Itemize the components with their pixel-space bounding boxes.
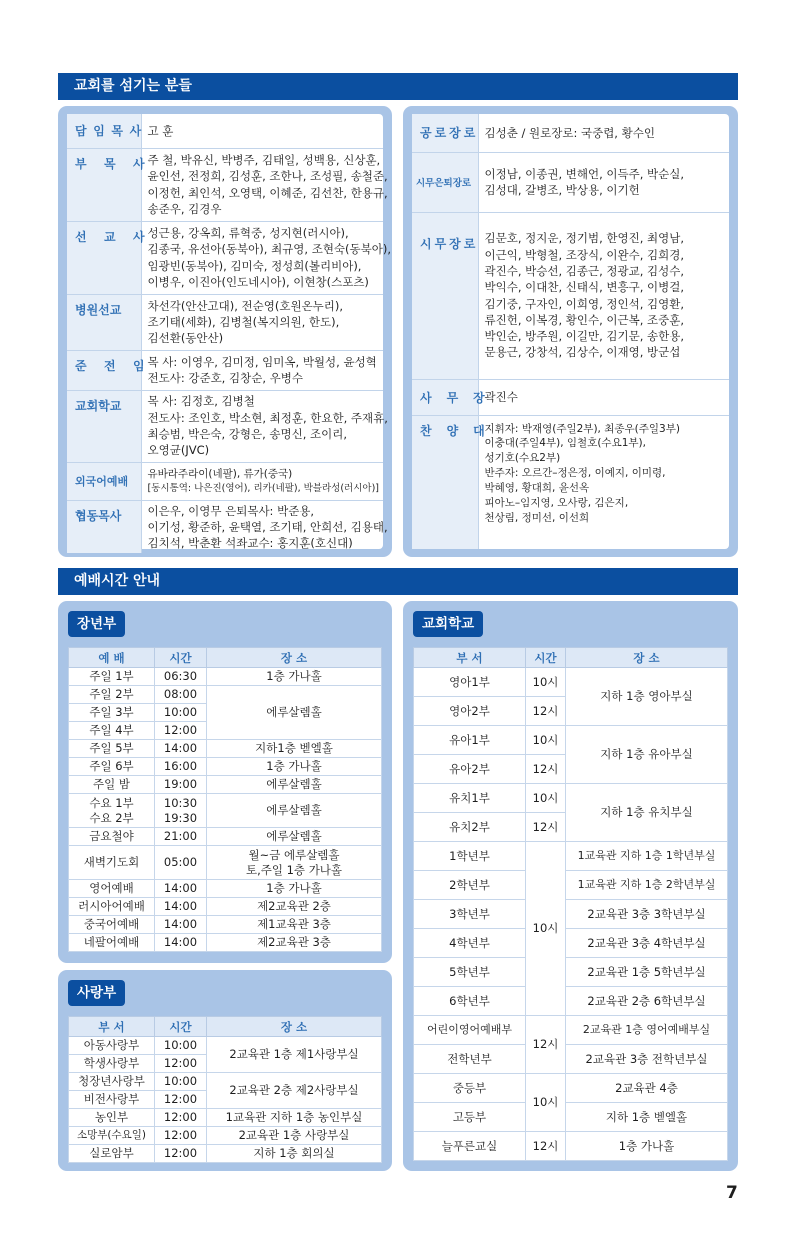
staff-line: 오영균(JVC): [147, 443, 210, 458]
staff-row-associate-staff: [67, 350, 383, 390]
time-cell: 10:00: [155, 1073, 207, 1091]
place-cell: 지하1층 벧엘홀: [207, 740, 382, 758]
time-cell: 12:00: [155, 1055, 207, 1073]
place-cell: 지하 1층 벧엘홀: [566, 1103, 728, 1132]
staff-line: 성근용, 강옥희, 류혁중, 성지현(러시아),: [147, 225, 349, 240]
adult-title: 장년부: [68, 611, 125, 637]
staff-line: 이병우, 이진아(인도네시아), 이현창(스포츠): [147, 274, 369, 289]
worship-cell: 주일 3부: [69, 704, 155, 722]
place-cell: 2교육관 4층: [566, 1074, 728, 1103]
table-row: [414, 1045, 728, 1074]
staff-right-table: [412, 114, 729, 549]
staff-line: 이충대(주일4부), 임철호(수요1부),: [484, 437, 646, 450]
staff-line: 조기태(세화), 김병철(복지의원, 한도),: [147, 314, 340, 329]
staff-line: 이정헌, 최인석, 오영택, 이혜준, 김선찬, 한용규,: [147, 185, 388, 200]
staff-row-active-elders: [412, 212, 729, 379]
table-row: [69, 1127, 382, 1145]
time-cell: 12시: [526, 1016, 566, 1074]
table-header: [414, 648, 728, 668]
time-cell: 10시: [526, 726, 566, 755]
staff-label: 시무은퇴장로: [412, 152, 478, 212]
staff-value: [141, 221, 391, 294]
staff-line: 김문호, 정지운, 정기범, 한영진, 최영남,: [484, 231, 685, 246]
place-cell: 에루살렘홀: [207, 686, 382, 740]
column-header: 예 배: [69, 648, 155, 668]
time-cell: 16:00: [155, 758, 207, 776]
worship-cell: 중국어예배: [69, 916, 155, 934]
time-cell: 19:00: [155, 776, 207, 794]
staff-line: 이은우, 이영무 은퇴목사: 박준용,: [147, 503, 315, 518]
table-row: [414, 987, 728, 1016]
worship-cell: 주일 2부: [69, 686, 155, 704]
time-cell: 10:30 19:30: [155, 794, 207, 828]
staff-line: 피아노–임지영, 오사랑, 김은지,: [484, 497, 629, 510]
staff-label: 외국어예배: [67, 462, 141, 500]
staff-line: 주 철, 박유신, 박병주, 김태일, 성백용, 신상훈,: [147, 152, 381, 167]
place-cell: 2교육관 2층 6학년부실: [566, 987, 728, 1016]
dept-cell: 중등부: [414, 1074, 526, 1103]
worship-cell: 주일 4부: [69, 722, 155, 740]
dept-cell: 늘푸른교실: [414, 1132, 526, 1161]
dept-cell: 유치2부: [414, 813, 526, 842]
staff-line: 류진헌, 이복경, 황인수, 이근복, 조중훈,: [484, 312, 685, 327]
table-row: [414, 871, 728, 900]
table-row: [69, 1109, 382, 1127]
staff-line: 전도사: 조인호, 박소현, 최정훈, 한요한, 주재휴,: [147, 410, 388, 425]
place-cell: 1교육관 지하 1층 농인부실: [207, 1109, 382, 1127]
staff-line: 박익수, 이대찬, 신태식, 변흥구, 이병걸,: [484, 280, 685, 295]
staff-line: 지휘자: 박재영(주일2부), 최종우(주일3부): [484, 422, 680, 435]
staff-line: 최승범, 박은숙, 강형은, 송명신, 조이리,: [147, 427, 348, 441]
place-cell: 2교육관 2층 제2사랑부실: [207, 1073, 382, 1109]
table-row: [69, 758, 382, 776]
staff-value: [141, 500, 388, 553]
staff-label: 시무장로: [412, 212, 478, 379]
adult-schedule-table: [68, 647, 382, 952]
time-cell: 10시: [526, 1074, 566, 1132]
place-cell: 제1교육관 3층: [207, 916, 382, 934]
staff-left-table: [67, 114, 391, 553]
table-header: [69, 648, 382, 668]
staff-left-panel: [58, 106, 392, 557]
table-row: [69, 934, 382, 952]
table-row: [414, 929, 728, 958]
staff-line: 김기중, 구자인, 이희영, 정인석, 김영환,: [484, 296, 685, 311]
table-row: [69, 1145, 382, 1163]
table-row: [69, 776, 382, 794]
staff-line: 곽진수: [484, 389, 518, 404]
table-row: [414, 1074, 728, 1103]
column-header: 시간: [155, 1017, 207, 1037]
table-row: [414, 958, 728, 987]
staff-label: 병원선교: [67, 294, 141, 350]
column-header: 시간: [155, 648, 207, 668]
staff-line: 임광빈(동북아), 김미숙, 정성희(볼리비아),: [147, 258, 362, 273]
staff-line: 성기호(수요2부): [484, 452, 561, 465]
worship-cell: 네팔어예배: [69, 934, 155, 952]
place-cell: 지하 1층 영아부실: [566, 668, 728, 726]
staff-label: 부 목 사: [67, 148, 141, 221]
staff-line: 이기성, 황준하, 윤택열, 조기태, 안희선, 김용태,: [147, 519, 388, 534]
worship-cell: 주일 밤: [69, 776, 155, 794]
staff-label: 선 교 사: [67, 221, 141, 294]
dept-cell: 영아1부: [414, 668, 526, 697]
time-cell: 14:00: [155, 934, 207, 952]
place-cell: 에루살렘홀: [207, 794, 382, 828]
table-row: [69, 794, 382, 828]
staff-line: 김치석, 박춘환 석좌교수: 홍지훈(호신대): [147, 536, 353, 551]
time-cell: 12:00: [155, 1127, 207, 1145]
dept-cell: 실로암부: [69, 1145, 155, 1163]
staff-line: 이정남, 이종권, 변해언, 이득주, 박순실,: [484, 166, 685, 181]
place-cell: 1층 가나홀: [207, 758, 382, 776]
place-cell: 에루살렘홀: [207, 828, 382, 846]
staff-value: [141, 148, 388, 221]
table-row: [69, 828, 382, 846]
place-cell: 1층 가나홀: [207, 668, 382, 686]
dept-cell: 어린이영어예배부: [414, 1016, 526, 1045]
time-cell: 14:00: [155, 880, 207, 898]
time-cell: 12시: [526, 1132, 566, 1161]
love-title: 사랑부: [68, 980, 125, 1006]
place-cell: 2교육관 1층 사랑부실: [207, 1127, 382, 1145]
dept-cell: 비전사랑부: [69, 1091, 155, 1109]
time-cell: 10시: [526, 784, 566, 813]
staff-right-card: [412, 114, 729, 549]
worship-cell: 주일 1부: [69, 668, 155, 686]
staff-line: 문용근, 강창석, 김상수, 이재영, 방군섭: [484, 345, 681, 360]
place-cell: 2교육관 1층 제1사랑부실: [207, 1037, 382, 1073]
time-cell: 21:00: [155, 828, 207, 846]
place-cell: 지하 1층 유치부실: [566, 784, 728, 842]
staff-value: [478, 114, 729, 152]
column-header: 시간: [526, 648, 566, 668]
ministers-section-title: 교회를 섬기는 분들: [58, 73, 738, 100]
dept-cell: 6학년부: [414, 987, 526, 1016]
dept-cell: 전학년부: [414, 1045, 526, 1074]
place-cell: 제2교육관 3층: [207, 934, 382, 952]
place-cell: 2교육관 3층 전학년부실: [566, 1045, 728, 1074]
staff-line: [동시통역: 나은진(영어), 리카(네팔), 박블라성(러시아)]: [147, 482, 379, 494]
staff-line: 고 훈: [147, 123, 174, 138]
staff-line: 목 사: 이영우, 김미정, 임미옥, 박월성, 윤성혁: [147, 354, 377, 369]
place-cell: 2교육관 3층 4학년부실: [566, 929, 728, 958]
staff-label: 담임목사: [67, 114, 141, 148]
staff-row-church-school: [67, 390, 383, 462]
table-row: [414, 726, 728, 755]
dept-cell: 소망부(수요일): [69, 1127, 155, 1145]
place-cell: 지하 1층 유아부실: [566, 726, 728, 784]
column-header: 부 서: [414, 648, 526, 668]
staff-line: 천상림, 정미선, 이선희: [484, 511, 590, 524]
staff-value: [478, 379, 729, 415]
dept-cell: 유아1부: [414, 726, 526, 755]
table-row: [69, 1073, 382, 1091]
time-cell: 08:00: [155, 686, 207, 704]
place-cell: 월~금 에루살렘홀 토,주일 1층 가나홀: [207, 846, 382, 880]
staff-row-cooperating-pastors: [67, 500, 383, 553]
worship-cell: 수요 1부 수요 2부: [69, 794, 155, 828]
table-row: [69, 880, 382, 898]
staff-line: 차선각(안산고대), 전순영(호원온누리),: [147, 298, 344, 313]
table-row: [69, 846, 382, 880]
column-header: 부 서: [69, 1017, 155, 1037]
staff-line: 박인순, 방주원, 이길만, 김기문, 송한용,: [484, 329, 685, 344]
staff-line: 송준우, 김경우: [147, 201, 222, 216]
school-schedule-table: [413, 647, 728, 1161]
dept-cell: 고등부: [414, 1103, 526, 1132]
table-row: [69, 668, 382, 686]
staff-row-foreign-worship: [67, 462, 383, 500]
time-cell: 12:00: [155, 722, 207, 740]
staff-line: 유바라주라이(네팔), 류가(중국): [147, 467, 293, 480]
dept-cell: 청장년사랑부: [69, 1073, 155, 1091]
staff-value: [478, 152, 729, 212]
dept-cell: 유치1부: [414, 784, 526, 813]
staff-value: [141, 350, 383, 390]
time-cell: 12시: [526, 755, 566, 784]
dept-cell: 학생사랑부: [69, 1055, 155, 1073]
dept-cell: 5학년부: [414, 958, 526, 987]
staff-row-choir: [412, 415, 729, 549]
table-row: [414, 668, 728, 697]
column-header: 장 소: [566, 648, 728, 668]
staff-line: 김성대, 갈병조, 박상용, 이기헌: [484, 183, 640, 197]
worship-cell: 금요철야: [69, 828, 155, 846]
table-row: [414, 1016, 728, 1045]
staff-line: 윤인선, 전정희, 김성훈, 조한나, 조성필, 송철준,: [147, 169, 388, 184]
staff-value: [141, 462, 383, 500]
worship-cell: 새벽기도회: [69, 846, 155, 880]
staff-line: 목 사: 김정호, 김병철: [147, 394, 255, 409]
table-row: [69, 740, 382, 758]
love-schedule-table: [68, 1016, 382, 1163]
love-panel: [58, 970, 392, 1171]
time-cell: 12:00: [155, 1145, 207, 1163]
time-cell: 05:00: [155, 846, 207, 880]
staff-label: 협동목사: [67, 500, 141, 553]
dept-cell: 유아2부: [414, 755, 526, 784]
staff-left-card: [67, 114, 391, 551]
time-cell: 12시: [526, 813, 566, 842]
place-cell: 2교육관 1층 영어예배부실: [566, 1016, 728, 1045]
column-header: 장 소: [207, 648, 382, 668]
place-cell: 1교육관 지하 1층 2학년부실: [566, 871, 728, 900]
table-row: [69, 1037, 382, 1055]
page-number: 7: [726, 1183, 738, 1203]
place-cell: 1층 가나홀: [566, 1132, 728, 1161]
dept-cell: 2학년부: [414, 871, 526, 900]
column-header: 장 소: [207, 1017, 382, 1037]
table-row: [414, 784, 728, 813]
dept-cell: 영아2부: [414, 697, 526, 726]
staff-value: [141, 114, 383, 148]
table-row: [414, 1132, 728, 1161]
place-cell: 지하 1층 회의실: [207, 1145, 382, 1163]
place-cell: 2교육관 1층 5학년부실: [566, 958, 728, 987]
staff-label: 준 전 임: [67, 350, 141, 390]
time-cell: 12시: [526, 697, 566, 726]
staff-row-office-manager: [412, 379, 729, 415]
time-cell: 10:00: [155, 704, 207, 722]
staff-line: 김종국, 유선아(동북아), 최규영, 조현숙(동북아),: [147, 242, 391, 257]
time-cell: 10시: [526, 842, 566, 1016]
table-row: [414, 1103, 728, 1132]
table-row: [414, 900, 728, 929]
worship-cell: 러시아어예배: [69, 898, 155, 916]
place-cell: 1교육관 지하 1층 1학년부실: [566, 842, 728, 871]
place-cell: 2교육관 3층 3학년부실: [566, 900, 728, 929]
staff-value: [478, 415, 729, 549]
time-cell: 12:00: [155, 1109, 207, 1127]
dept-cell: 아동사랑부: [69, 1037, 155, 1055]
time-cell: 14:00: [155, 740, 207, 758]
time-cell: 14:00: [155, 916, 207, 934]
school-title: 교회학교: [413, 611, 483, 637]
staff-label: 공로장로: [412, 114, 478, 152]
staff-row-hospital-mission: [67, 294, 383, 350]
place-cell: 에루살렘홀: [207, 776, 382, 794]
staff-line: 반주자: 오르간–정은정, 이예지, 이미령,: [484, 467, 666, 480]
dept-cell: 4학년부: [414, 929, 526, 958]
staff-line: 전도사: 강준호, 김창순, 우병수: [147, 371, 303, 385]
staff-right-panel: [403, 106, 738, 557]
staff-label: 찬 양 대: [412, 415, 478, 549]
time-cell: 14:00: [155, 898, 207, 916]
staff-value: [478, 212, 729, 379]
staff-value: [141, 390, 388, 462]
worship-cell: 주일 5부: [69, 740, 155, 758]
staff-value: [141, 294, 383, 350]
staff-line: 김성춘 / 원로장로: 국중렵, 황수인: [484, 125, 655, 140]
adult-panel: [58, 601, 392, 963]
staff-line: 곽진수, 박승선, 김종근, 정광교, 김성수,: [484, 263, 685, 278]
time-cell: 10시: [526, 668, 566, 697]
staff-line: 박혜영, 황대희, 윤선옥: [484, 482, 590, 495]
place-cell: 제2교육관 2층: [207, 898, 382, 916]
staff-row-retired-elders: [412, 152, 729, 212]
worship-cell: 주일 6부: [69, 758, 155, 776]
time-cell: 10:00: [155, 1037, 207, 1055]
dept-cell: 1학년부: [414, 842, 526, 871]
time-cell: 06:30: [155, 668, 207, 686]
dept-cell: 3학년부: [414, 900, 526, 929]
staff-row-missionaries: [67, 221, 383, 294]
staff-row-honorary-elders: [412, 114, 729, 152]
table-row: [69, 916, 382, 934]
worship-cell: 영어예배: [69, 880, 155, 898]
staff-label: 사 무 장: [412, 379, 478, 415]
table-header: [69, 1017, 382, 1037]
time-cell: 12:00: [155, 1091, 207, 1109]
staff-label: 교회학교: [67, 390, 141, 462]
school-panel: [403, 601, 738, 1171]
table-row: [414, 842, 728, 871]
staff-row-associate-pastors: [67, 148, 383, 221]
staff-row-senior-pastor: [67, 114, 383, 148]
staff-line: 이근익, 박형철, 조장식, 이완수, 김희경,: [484, 247, 685, 262]
place-cell: 1층 가나홀: [207, 880, 382, 898]
table-row: [69, 686, 382, 704]
table-row: [69, 898, 382, 916]
dept-cell: 농인부: [69, 1109, 155, 1127]
staff-line: 김선환(동안산): [147, 331, 224, 346]
worship-section-title: 예배시간 안내: [58, 568, 738, 595]
